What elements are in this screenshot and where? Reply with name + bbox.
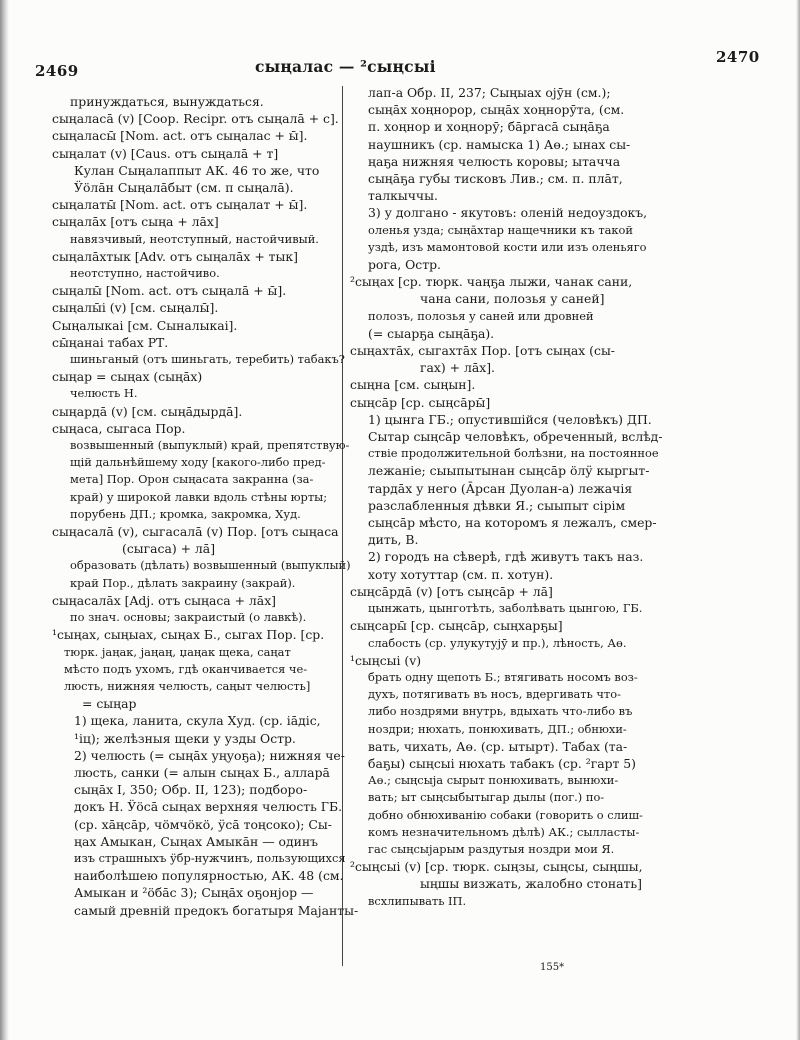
entry-line: ствіе продолжительной болѣзни, на постоянное	[368, 446, 659, 461]
entry-line: чана сани, полозья у саней]	[420, 291, 605, 307]
entry-line: 1) щека, ланита, скула Худ. (ср. іа̄діс,	[74, 713, 321, 729]
entry-line: (= сыарҕа сыңа̄ҕа).	[368, 325, 495, 341]
entry-line: сыңар = сыңах (сыңа̄х)	[52, 369, 203, 385]
entry-line: брать одну щепоть Б.; втягивать носомъ воз-	[368, 669, 638, 684]
page-number-right: 2470	[716, 48, 760, 66]
entry-line: Амыкан и ²öба̄с 3); Сыңа̄х оҕонјор —	[74, 885, 314, 901]
entry-line: люсть, нижняя челюсть, саңыт челюсть]	[64, 678, 311, 693]
entry-line: сыңса̄р [ср. сыңса̄ры̄]	[350, 394, 491, 410]
entry-line: лежаніе; сыыпытынан сыңса̄р öлӱ кыргыт-	[368, 463, 650, 479]
entry-line: самый древній предокъ богатыря Маjанты-	[74, 902, 359, 918]
entry-line: край Пор., дѣлать закраину (закрай).	[70, 575, 296, 590]
entry-line: сыңаласа̄ (v) [Coop. Recipr. отъ сыңала̄ + с].	[52, 111, 339, 127]
entry-line: добно обнюхиванію собаки (говорить о слиш-	[368, 807, 643, 822]
entry-line: навязчивый, неотступный, настойчивый.	[70, 231, 319, 246]
entry-line: сыңалы̄і (v) [см. сыңалы̄].	[52, 300, 219, 316]
entry-line: сыңсары̄ [ср. сыңса̄р, сыңхарҕы]	[350, 618, 563, 634]
entry-line: гас сыңсыјарым раздутыя ноздри мои Я.	[368, 841, 615, 856]
entry-line: ¹іц); желѣзныя щеки у узды Остр.	[74, 730, 296, 746]
entry-line: шиньганый (отъ шиньгать, теребить) табакъ?	[70, 352, 345, 367]
entry-line: слабость (ср. улукутујӯ и пр.), лѣность, Аө.	[368, 635, 627, 650]
entry-line: сыңаса, сыгаса Пор.	[52, 420, 186, 436]
scan-shadow-left	[0, 0, 9, 1040]
entry-line: сыңалат (v) [Caus. отъ сыңала̄ + т]	[52, 145, 279, 161]
entry-line: сыңарда̄ (v) [см. сыңа̄дырда̄].	[52, 403, 243, 419]
entry-line: сыңса̄р мѣсто, на которомъ я лежалъ, смер-	[368, 515, 657, 531]
entry-line: мѣсто подъ ухомъ, гдѣ оканчивается че-	[64, 661, 308, 676]
entry-line: талкыччы.	[368, 188, 438, 204]
entry-line: сыңасала̄х [Adj. отъ сыңаса + ла̄х]	[52, 592, 277, 608]
entry-line: тарда̄х у него (А̄рсан Дуолан-а) лежачія	[368, 480, 633, 496]
entry-line: 3) у долгано - якутовъ: оленій недоуздокъ,	[368, 205, 648, 221]
entry-line: сыңса̄рда̄ (v) [отъ сыңса̄р + ла̄]	[350, 583, 553, 599]
entry-line: докъ Н. Ӱöса̄ сыңах верхняя челюсть ГБ.	[74, 799, 343, 815]
entry-line: Сыңалыкаі [см. Сыналыкаі].	[52, 317, 238, 333]
entry-line: 1) цынга ГБ.; опустившійся (человѣкъ) ДП.	[368, 411, 652, 427]
entry-line: п. хоңнор и хоңнорӯ; ба̄ргаса̄ сыңа̄ҕа	[368, 119, 610, 135]
entry-line: сыңала̄х [отъ сыңа + ла̄х]	[52, 214, 219, 230]
entry-line: духъ, потягивать въ носъ, вдергивать что-	[368, 687, 621, 702]
entry-line: разслабленныя дѣвки Я.; сыыпыт сірім	[368, 497, 626, 513]
entry-line: сыңна [см. сыңын].	[350, 377, 476, 393]
entry-line: ¹сыңах, сыңыах, сыңах Б., сыгах Пор. [ср.	[52, 627, 325, 643]
entry-line: баҕы) сыңсыі нюхать табакъ (ср. ²гарт 5)	[368, 755, 637, 771]
entry-line: тюрк. јаңак, јаңаң, џаңак щека, саңат	[64, 644, 291, 659]
entry-line: вать; ыт сыңсыбытыгар дылы (пог.) по-	[368, 790, 605, 805]
left-column	[52, 93, 359, 919]
entry-line: Сытар сыңса̄р человѣкъ, обреченный, вслѣд-	[368, 429, 663, 445]
signature-mark: 155*	[540, 962, 565, 973]
entry-line: сыңалы̄ [Nom. act. отъ сыңала̄ + ы̄].	[52, 283, 287, 299]
entry-line: ¹сыңсыі (v)	[350, 652, 422, 668]
entry-line: порубень ДП.; кромка, закромка, Худ.	[70, 506, 301, 521]
entry-line: ²сыңсыі (v) [ср. тюрк. сыңзы, сыңсы, сыңшы,	[350, 859, 643, 875]
entry-line: 2) городъ на сѣверѣ, гдѣ живутъ такъ наз.	[368, 549, 644, 565]
entry-line: люсть, санки (= алын сыңах Б., аллара̄	[74, 764, 330, 780]
entry-line: хоту хотуттар (см. п. хотун).	[368, 566, 554, 582]
entry-line: наушникъ (ср. намыска 1) Аө.; ынах сы-	[368, 136, 631, 152]
entry-line: (сыгаса) + ла̄]	[122, 541, 216, 557]
entry-line: сы̄ңанаі табах РТ.	[52, 334, 169, 350]
entry-line: цынжать, цынготѣть, заболѣвать цынгою, ГБ.	[368, 601, 643, 616]
entry-line: Ӱöла̄н Сыңала̄быт (см. п сыңала̄).	[74, 180, 294, 196]
column-divider	[342, 86, 343, 966]
entry-line: сыңа̄ҕа губы тисковъ Лив.; см. п. пла̄т,	[368, 171, 623, 187]
entry-line: принуждаться, вынуждаться.	[70, 94, 264, 109]
entry-line: челюсть Н.	[70, 386, 138, 401]
entry-line: сыңа̄х І, 350; Обр. ІІ, 123); подборо-	[74, 782, 308, 798]
entry-line: ноздри; нюхать, понюхивать, ДП.; обнюхи-	[368, 721, 627, 736]
entry-line: сыңахта̄х, сыгахта̄х Пор. [отъ сыңах (сы-	[350, 343, 615, 359]
scan-shadow-right	[796, 0, 800, 1040]
entry-line: сыңалаты̄ [Nom. act. отъ сыңалат + ы̄].	[52, 197, 308, 213]
entry-line: сыңа̄х хоңнорор, сыңа̄х хоңнорӯта, (см.	[368, 102, 625, 118]
entry-line: щій дальнѣйшему ходу [какого-либо пред-	[70, 455, 326, 470]
entry-line: Аө.; сыңсыја сырыт понюхивать, вынюхи-	[368, 773, 619, 788]
entry-line: полозъ, полозья у саней или дровней	[368, 308, 594, 323]
entry-line: Кулан Сыңалаппыт АК. 46 то же, что	[74, 162, 320, 178]
entry-line: изъ страшныхъ ӱбр-нужчинъ, пользующихся	[74, 850, 346, 865]
entry-line: мета] Пор. Орон сыңасата закранна (за-	[70, 472, 314, 487]
entry-line: наиболѣшею популярностью, АК. 48 (см.	[74, 868, 344, 884]
entry-line: сыңала̄хтык [Adv. отъ сыңала̄х + тык]	[52, 248, 298, 264]
entry-line: сыңасала̄ (v), сыгасала̄ (v) Пор. [отъ сыңаса	[52, 524, 339, 540]
entry-line: = сыңар	[82, 696, 137, 712]
entry-line: ңах Амыкан, Сыңах Амыка̄н — одинъ	[74, 833, 319, 849]
entry-line: лап-а Обр. ІІ, 237; Сыңыах ојӯн (см.);	[368, 85, 611, 100]
running-title: сыңалас — ²сыңсыі	[255, 57, 436, 76]
entry-line: уздѣ, изъ мамонтовой кости или изъ оленьяго	[368, 239, 647, 254]
entry-line: комъ незначительномъ дѣлѣ) АК.; сылласты-	[368, 824, 640, 839]
entry-line: ңаҕа нижняя челюсть коровы; ытачча	[368, 153, 621, 169]
entry-line: оленья узда; сыңа̄хтар нащечники къ такой	[368, 222, 633, 237]
entry-line: рога, Остр.	[368, 257, 441, 273]
entry-line: неотступно, настойчиво.	[70, 266, 220, 281]
entry-line: гах) + ла̄х].	[420, 360, 495, 376]
entry-line: по знач. основы; закраистый (о лавкѣ).	[70, 610, 307, 625]
entry-line: образовать (дѣлать) возвышенный (выпуклый)	[70, 558, 351, 573]
page-number-left: 2469	[35, 62, 79, 80]
entry-line: сыңаласы̄ [Nom. act. отъ сыңалас + ы̄].	[52, 128, 308, 144]
right-column	[350, 84, 663, 910]
entry-line: либо ноздрями внутрь, вдыхать что-либо въ	[368, 704, 633, 719]
entry-line: (ср. ха̄ңса̄р, чöмчöкö, ӱса̄ тоңсоко); Сы-	[74, 816, 332, 832]
entry-line: ыңшы визжать, жалобно стонать]	[420, 876, 642, 892]
entry-line: возвышенный (выпуклый) край, препятствую-	[70, 438, 350, 453]
entry-line: 2) челюсть (= сыңа̄х уңуоҕа); нижняя че-	[74, 747, 345, 763]
entry-line: ²сыңах [ср. тюрк. чаңҕа лыжи, чанак сани,	[350, 274, 633, 290]
entry-line: всхлипывать ІП.	[368, 893, 467, 908]
entry-line: вать, чихать, Аө. (ср. ытырт). Табах (та-	[368, 738, 628, 754]
entry-line: край) у широкой лавки вдоль стѣны юрты;	[70, 489, 328, 504]
entry-line: дить, В.	[368, 532, 419, 548]
